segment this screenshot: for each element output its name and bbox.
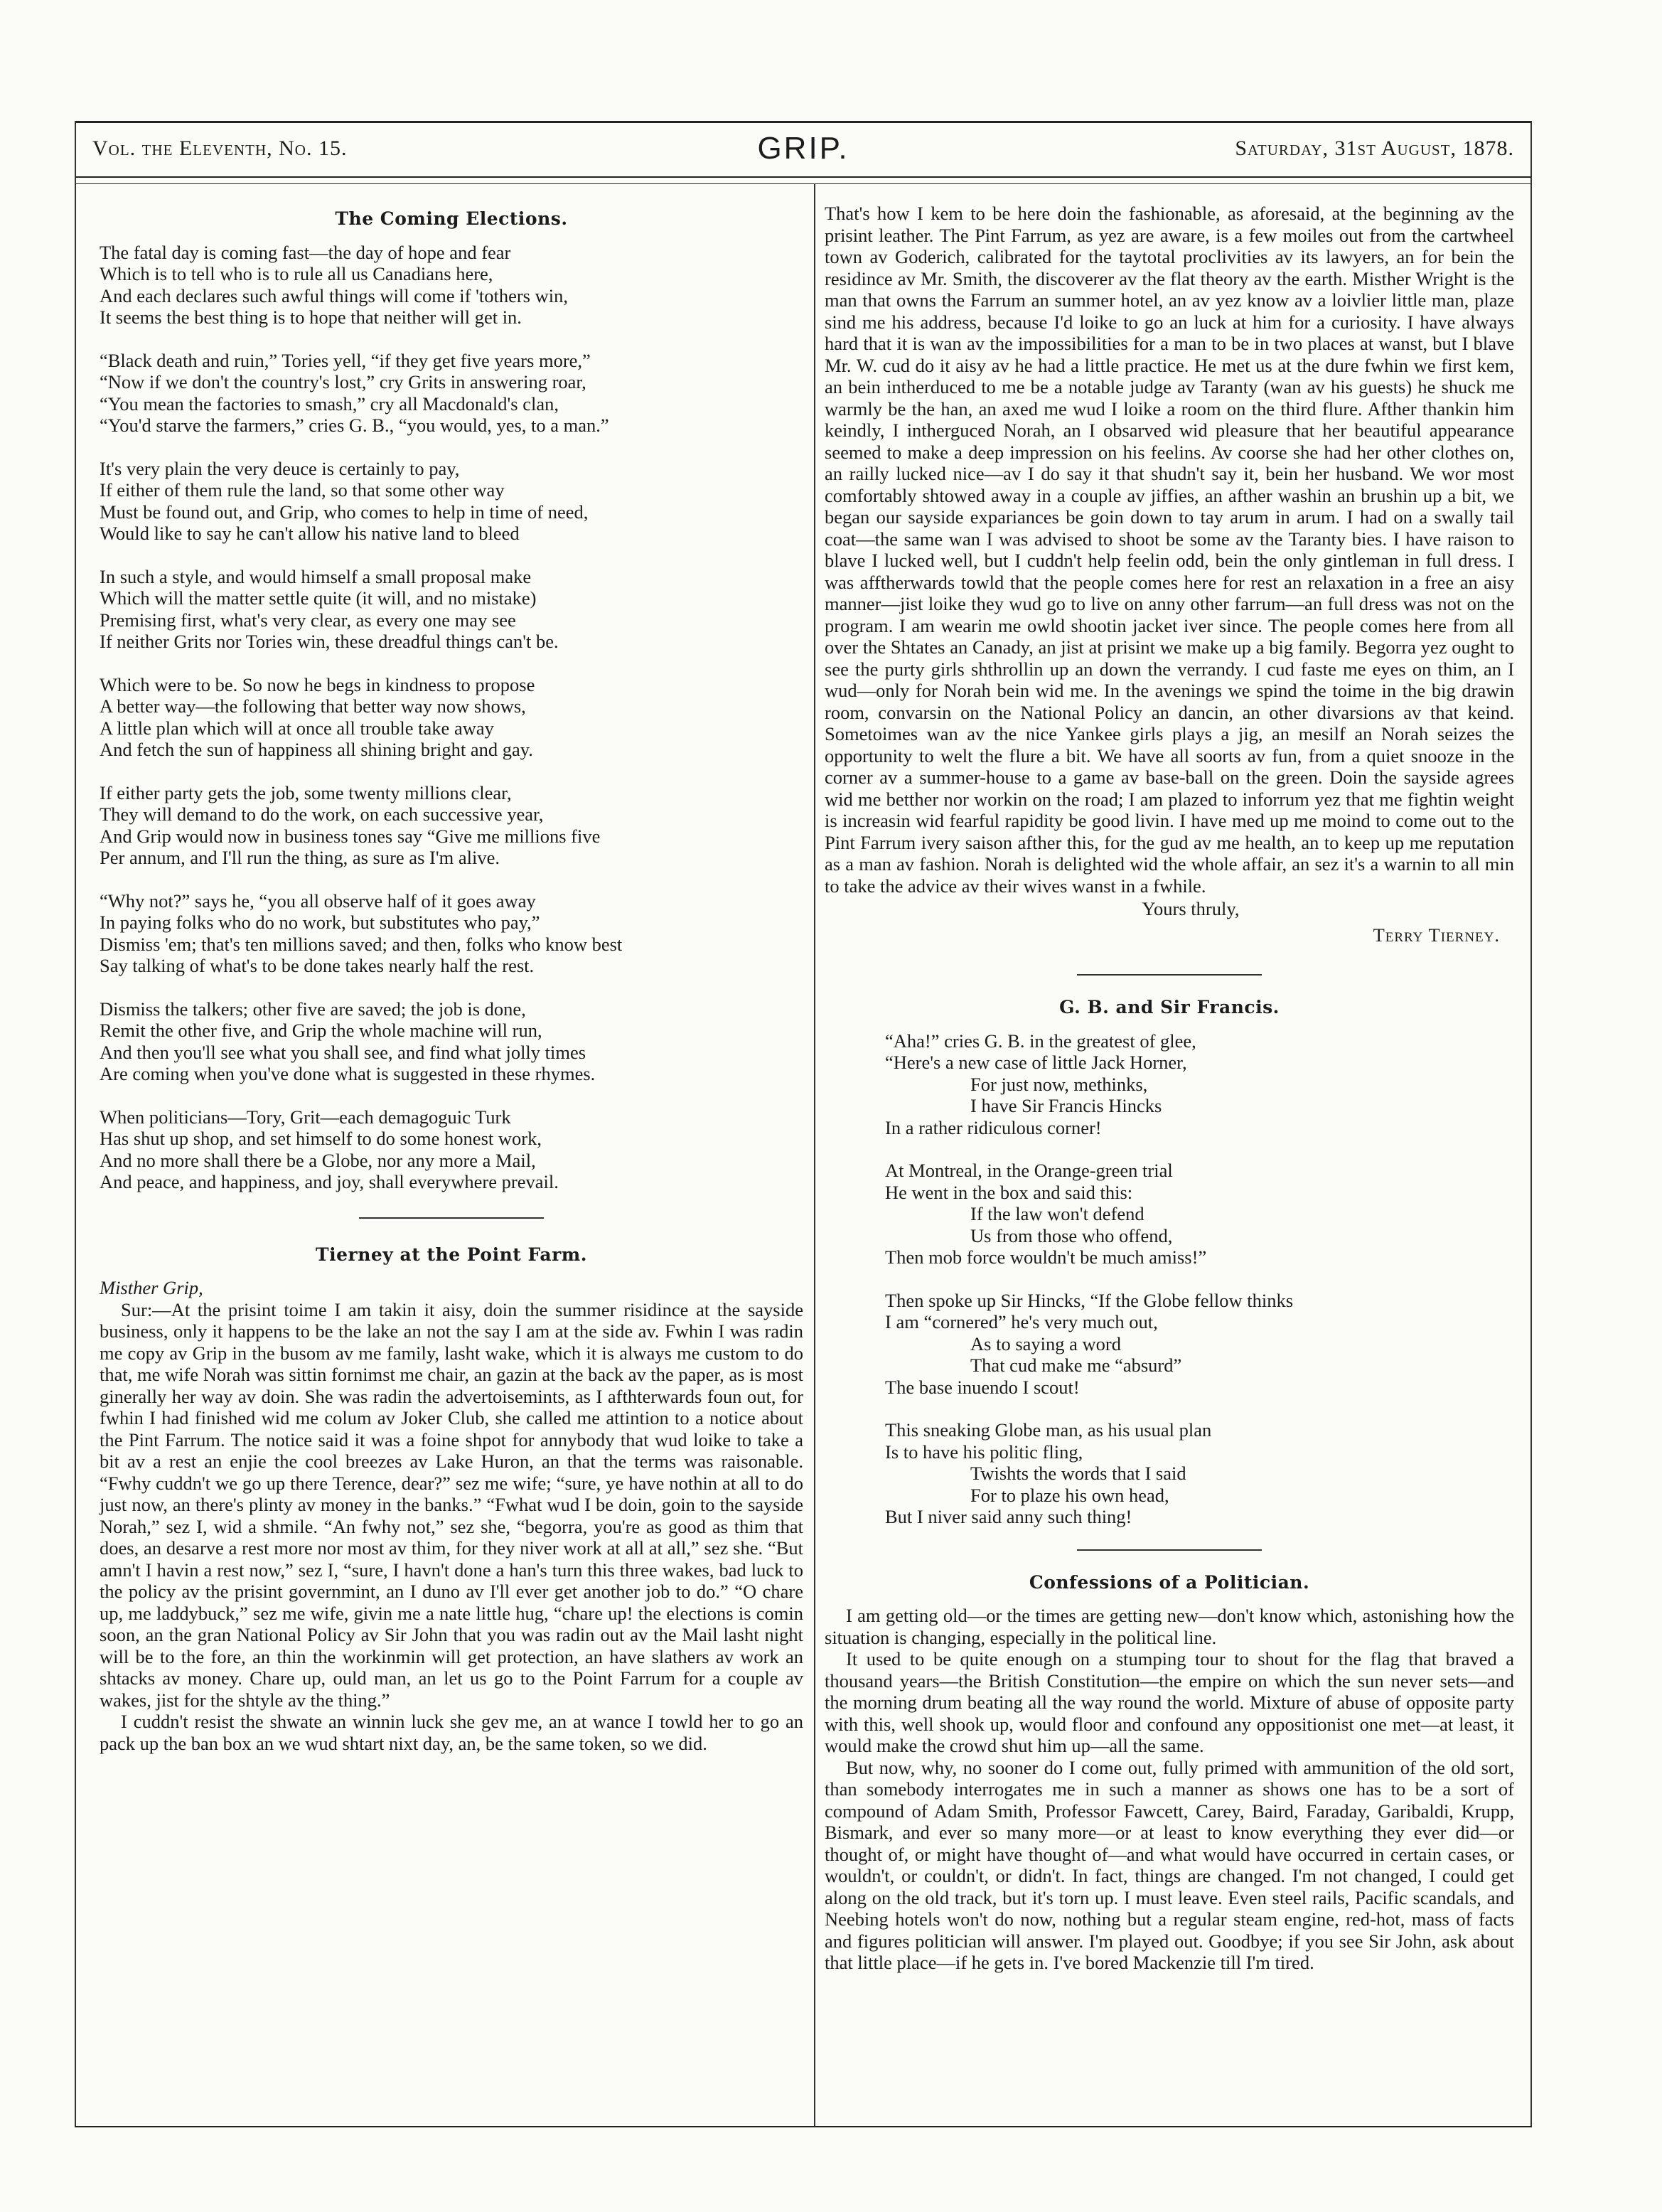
confessions-paragraph: I am getting old—or the times are getting new—don't know which, astonishing how the situation is changing, especially in the political line. — [825, 1605, 1514, 1648]
poem-line: A little plan which will at once all trouble take away — [100, 717, 494, 739]
poem-line: In a rather ridiculous corner! — [885, 1116, 1102, 1138]
poem-line: If either of them rule the land, so that some other way — [100, 479, 505, 501]
poem-stanza — [100, 782, 803, 869]
poem-stanza — [100, 566, 803, 653]
coming-elections-title: The Coming Elections. — [335, 208, 568, 229]
tierney-paragraph: I cuddn't resist the shwate an winnin luck she gev me, an at wance I towld her to go an pack up the ban box an we wud shtart nixt day, an, be the same token, so we did. — [100, 1711, 803, 1754]
poem-stanza — [885, 1160, 1514, 1268]
poem-line: “You mean the factories to smash,” cry all Macdonald's clan, — [100, 392, 559, 415]
poem-line: Then spoke up Sir Hincks, “If the Globe fellow thinks — [885, 1289, 1294, 1311]
poem-line: And no more shall there be a Globe, nor any more a Mail, — [100, 1149, 536, 1171]
poem-stanza — [100, 458, 803, 545]
tierney-letter-part-1 — [100, 1299, 803, 1755]
top-rule — [75, 121, 1532, 123]
header-rule-thin — [75, 183, 1532, 184]
poem-line: And fetch the sun of happiness all shining bright and gay. — [100, 739, 533, 760]
poem-line: Would like to say he can't allow his native land to bleed — [100, 523, 520, 544]
poem-stanza — [100, 242, 803, 328]
poem-line: If neither Grits nor Tories win, these dreadful things can't be. — [100, 631, 559, 652]
poem-line: He went in the box and said this: — [885, 1181, 1133, 1203]
issue-date: Saturday, 31st August, 1878. — [1235, 137, 1514, 160]
poem-line: It seems the best thing is to hope that neither will get in. — [100, 306, 522, 328]
gb-francis-poem — [825, 1030, 1514, 1528]
poem-line: And each declares such awful things will come if 'tothers win, — [100, 284, 568, 306]
poem-line: They will demand to do the work, on each successive year, — [100, 803, 544, 825]
poem-line: It's very plain the very deuce is certainly to pay, — [100, 457, 460, 479]
tierney-paragraph: That's how I kem to be here doin the fashionable, as aforesaid, at the beginning av the prisint leather. The Pint Farrum, as yez are aware, is a few moiles out from the cartwheel town av Goderich, calibrated for the taytotal proclivities av its lawyers, an for bein the residince av Mr. Smith, the discoverer av the flat theory av the earth. Misther Wright is the man that owns the Farrum an summer hotel, an av yez know av a loivlier little man, plaze sind me his address, because I'd loike to go an luck at him for a curiosity. I have always hard that it is wan av the impossibilities for a man to be in two places at wanst, but I blave Mr. W. cud do it aisy av he had a little practice. He met us at the dure fwhin we first kem, an bein intherduced to me be a notable judge av Taranty (wan av his guests) he shuck me warmly be the han, an axed me wud I loike a room on the third flure. Afther thankin him keindly, I intherguced Norah, an I obsarved wid pleasure that her beautiful appearance seemed to make a deep impression on his feelins. Av coorse she had her other clothes on, an railly lucked nice—av I do say it that shudn't say it, bein her husband. We wor most comfortably shtowed away in a couple av jiffies, an afther washin an brushin up a bit, we began our sayside expariances be goin down to tay arum in arum. I had on a swally tail coat—the same wan I was advised to shoot be some av the Taranty bies. I have raison to blave I lucked well, but I cuddn't help feelin odd, bein the only gintleman in full dress. I was afftherwards towld that the people comes here for rest an relaxation in a free an aisy manner—jist loike they wud go to live on anny other farrum—an full dress was not on the program. I am wearin me owld shootin jacket iver since. The people comes here from all over the Shtates an Canady, an jist at prisint we make up a big family. Begorra yez ought to see the purty girls shthrollin up an down the verrandy. I cud faste me eyes on thim, an I wud—only for Norah bein wid me. In the avenings we spind the toime in the big drawin room, convarsin on the National Policy an dancin, an other divarsions av that keind. Sometoimes wan av the nice Yankee girls plays a jig, an mesilf an Norah seizes the opportunity to welt the flure a bit. We have all soorts av fun, from a quiet snooze in the corner av a summer-house to a game av base-ball on the green. Doin the sayside agrees wid me betther nor workin on the road; I am plazed to inforrum yez that me fightin weight is increasin wid fearful rapidity be good livin. I have med up me moind to come out to the Pint Farrum ivery saison afther this, for the gud av me health, an to keep up me reputation as a man av fashion. Norah is delighted wid the whole affair, an sez it's a warnin to all min to take the advice av their wives wanst in a fwhile. — [825, 203, 1514, 897]
poem-line: For to plaze his own head, — [970, 1484, 1169, 1506]
poem-line: In paying folks who do no work, but substitutes who pay,” — [100, 912, 540, 933]
poem-stanza — [100, 350, 803, 437]
section-divider — [1077, 1549, 1262, 1551]
poem-line: Which were to be. So now he begs in kindness to propose — [100, 673, 535, 695]
poem-line: If the law won't defend — [970, 1203, 1144, 1224]
poem-line: And then you'll see what you shall see, and find what jolly times — [100, 1041, 586, 1063]
poem-line: Then mob force wouldn't be much amiss!” — [885, 1246, 1207, 1268]
poem-stanza — [885, 1030, 1514, 1139]
tierney-signature: Terry Tierney. — [1373, 924, 1500, 946]
volume-number: Vol. the Eleventh, No. 15. — [92, 137, 348, 160]
poem-line: But I niver said anny such thing! — [885, 1506, 1132, 1527]
poem-line: Dismiss the talkers; other five are saved; the job is done, — [100, 998, 526, 1020]
poem-line: Premising first, what's very clear, as every one may see — [100, 609, 516, 631]
confessions-paragraph: It used to be quite enough on a stumping tour to shout for the flag that braved a thousand years—the British Constitution—the empire on which the sun never sets—and the morning drum beating all the way round the world. Mixture of abuse of opposite party with this, well shook up, would floor and confound any oppositionist one met—at least, it would make the crowd shut him up—all the same. — [825, 1648, 1514, 1756]
poem-line: A better way—the following that better way now shows, — [100, 695, 526, 717]
left-border — [75, 121, 76, 2126]
tierney-salutation: Misther Grip, — [100, 1277, 203, 1298]
poem-line: Which will the matter settle quite (it will, and no mistake) — [100, 587, 537, 609]
poem-line: If either party gets the job, some twenty millions clear, — [100, 781, 512, 803]
right-border — [1530, 121, 1532, 2126]
poem-line: The base inuendo I scout! — [885, 1376, 1080, 1398]
poem-stanza — [100, 998, 803, 1085]
poem-line: Is to have his politic fling, — [885, 1441, 1083, 1463]
masthead — [85, 128, 1521, 171]
poem-line: “Black death and ruin,” Tories yell, “if they get five years more,” — [100, 349, 591, 371]
poem-line: Twishts the words that I said — [970, 1463, 1186, 1484]
poem-line: For just now, methinks, — [970, 1073, 1148, 1095]
poem-line: I am “cornered” he's very much out, — [885, 1311, 1158, 1332]
poem-line: Must be found out, and Grip, who comes to help in time of need, — [100, 501, 589, 523]
poem-line: As to saying a word — [970, 1332, 1121, 1355]
tierney-letter-part-2 — [825, 203, 1514, 897]
poem-line: Has shut up shop, and set himself to do some honest work, — [100, 1128, 542, 1149]
poem-line: “Why not?” says he, “you all observe half of it goes away — [100, 889, 536, 912]
poem-line: This sneaking Globe man, as his usual plan — [885, 1419, 1212, 1441]
section-divider — [359, 1217, 544, 1219]
poem-line: When politicians—Tory, Grit—each demagoguic Turk — [100, 1106, 511, 1128]
poem-stanza — [885, 1419, 1514, 1528]
column-divider — [814, 183, 815, 2126]
poem-line: Which is to tell who is to rule all us Canadians here, — [100, 263, 493, 284]
poem-line: I have Sir Francis Hincks — [970, 1095, 1162, 1116]
gb-francis-title: G. B. and Sir Francis. — [1059, 997, 1280, 1017]
poem-line: The fatal day is coming fast—the day of hope and fear — [100, 241, 511, 263]
poem-line: Say talking of what's to be done takes nearly half the rest. — [100, 955, 535, 976]
tierney-signoff: Yours thruly, — [1142, 898, 1240, 919]
coming-elections-poem — [100, 242, 803, 1193]
tierney-title: Tierney at the Point Farm. — [316, 1244, 587, 1265]
poem-stanza — [100, 1106, 803, 1193]
poem-line: “Here's a new case of little Jack Horner, — [885, 1052, 1187, 1073]
left-column — [100, 203, 803, 1754]
poem-line: Us from those who offend, — [970, 1224, 1173, 1246]
poem-line: In such a style, and would himself a small proposal make — [100, 565, 532, 587]
poem-stanza — [100, 674, 803, 761]
right-column — [825, 203, 1514, 1974]
section-divider — [1077, 974, 1262, 976]
publication-title: GRIP. — [757, 131, 849, 166]
poem-line: And Grip would now in business tones say “Give me millions five — [100, 825, 601, 847]
poem-line: And peace, and happiness, and joy, shall everywhere prevail. — [100, 1171, 559, 1192]
tierney-paragraph: Sur:—At the prisint toime I am takin it aisy, doin the summer risidince at the sayside business, only it happens to be the lake an not the say I am at the side av. Fwhin I was radin me copy av Grip in the busom av me family, lasht wake, which it is always me custom to do that, me wife Norah was sittin fornimst me chair, an gazin at the back av the paper, as is most ginerally her way av doin. She was radin the advertoisemints, as I afthterwards foun out, for fwhin I had finished wid me colum av Joker Club, she called me attintion to a notice about the Pint Farrum. The notice said it was a foine shpot for annybody that wud loike to take a bit av a rest an enjie the cool breezes av Lake Huron, an that the terms was raisonable. “Fwhy cuddn't we go up there Terence, dear?” sez me wife; “sure, ye have nothin at all to do just now, an there's plinty av money in the banks.” “Fwhat wud I be doin, goin to the sayside Norah,” sez I, wid a shmile. “An fwhy not,” sez she, “begorra, you're as good as thim that does, an desarve a rest more nor most av thim, for they niver work at all at all,” sez she. “But amn't I havin a rest now,” sez I, “sure, I havn't done a han's turn this three wakes, bad luck to the policy av the prisint governmint, an I duno av I'll ever get another job to do.” “O chare up, me laddybuck,” sez me wife, givin me a nate little hug, “chare up! the elections is comin soon, an the gran National Policy av Sir John that you was radin out av the Mail lasht night will be to the fore, an thin the workinmin will get protection, an have slathers av work an shtacks av money. Chare up, ould man, an let us go to the Point Farrum for a couple av wakes, jist for the shtyle av the thing.” — [100, 1298, 803, 1711]
bottom-rule — [75, 2126, 1532, 2127]
poem-line: Are coming when you've done what is suggested in these rhymes. — [100, 1063, 596, 1084]
poem-line: Dismiss 'em; that's ten millions saved; and then, folks who know best — [100, 933, 623, 955]
poem-line: That cud make me “absurd” — [970, 1355, 1182, 1376]
confessions-title: Confessions of a Politician. — [1029, 1571, 1310, 1593]
poem-stanza — [100, 890, 803, 977]
poem-stanza — [885, 1290, 1514, 1399]
poem-line: Remit the other five, and Grip the whole machine will run, — [100, 1020, 542, 1041]
poem-line: “Aha!” cries G. B. in the greatest of glee, — [885, 1030, 1196, 1052]
header-rule — [75, 176, 1532, 178]
poem-line: “Now if we don't the country's lost,” cry Grits in answering roar, — [100, 371, 586, 392]
poem-line: At Montreal, in the Orange-green trial — [885, 1160, 1173, 1181]
confessions-paragraph: But now, why, no sooner do I come out, fully primed with ammunition of the old sort, than somebody interrogates me in such a manner as shows one has to be a sort of compound of Adam Smith, Professor Fawcett, Carey, Baird, Faraday, Garibaldi, Krupp, Bismark, and ever so many more—or at least to know everything they ever did—or thought of, or might have thought of—and what would have occurred in certain cases, or wouldn't, or couldn't, or didn't. In fact, things are changed. I'm not changed, I could get along on the old track, but it's torn up. I must leave. Even steel rails, Pacific scandals, and Neebing hotels won't do now, nothing but a regular steam engine, red-hot, mass of facts and figures politician will answer. I'm played out. Goodbye; if you see Sir John, ask about that little place—if he gets in. I've bored Mackenzie till I'm tired. — [825, 1756, 1514, 1973]
poem-line: “You'd starve the farmers,” cries G. B., “you would, yes, to a man.” — [100, 415, 609, 436]
poem-line: Per annum, and I'll run the thing, as sure as I'm alive. — [100, 847, 500, 868]
confessions-body — [825, 1605, 1514, 1974]
